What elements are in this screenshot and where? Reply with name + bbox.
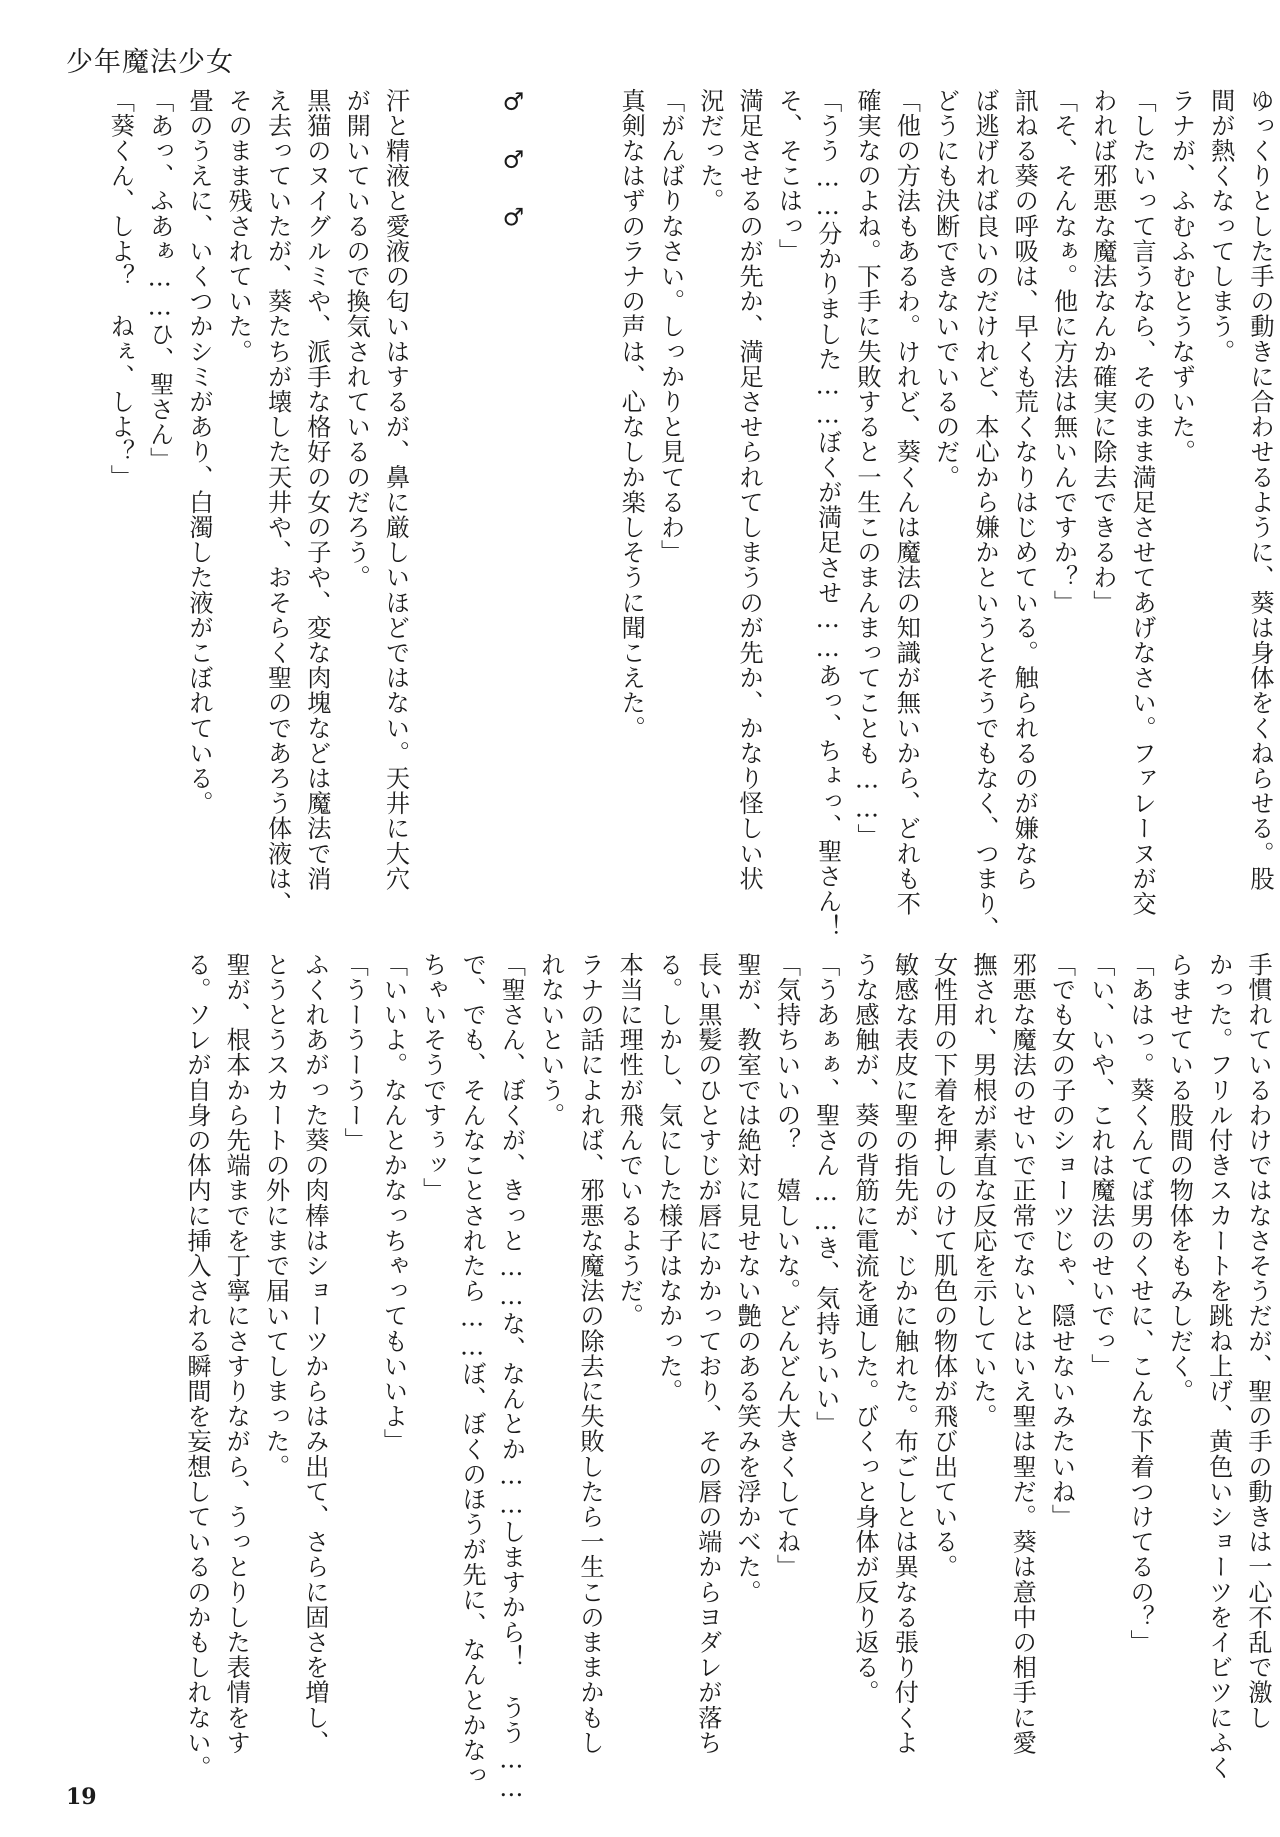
text-line — [414, 88, 453, 848]
text-line: ラナが、ふむふむとうなずいた。 — [1167, 88, 1196, 465]
top-text-block — [94, 88, 1279, 942]
text-line: 況だった。 — [695, 88, 724, 214]
text-line: ば逃げれば良いのだけれど、本心から嫌かというとそうでもなく、つまり、 — [970, 88, 999, 942]
text-line: 真剣なはずのラナの声は、心なしか楽しそうに聞こえた。 — [617, 88, 646, 741]
text-line: 「あっ、ふあぁ……ひ、聖さん」 — [145, 88, 174, 473]
page-number: 19 — [66, 1784, 97, 1810]
text-line: 聖が、根本から先端までを丁寧にさすりながら、うっとりした表情をす — [222, 952, 251, 1756]
text-line: が開いているので換気されているのだろう。 — [342, 88, 371, 590]
text-line: 「うあぁぁ、聖さん……き、気持ちいい」 — [811, 952, 840, 1437]
text-line: 撫され、男根が素直な反応を示していた。 — [968, 952, 997, 1429]
text-line: ♂ ♂ ♂ — [499, 88, 528, 233]
text-line: 「いいよ。なんとかなっちゃってもいいよ」 — [379, 952, 408, 1454]
text-line — [532, 88, 571, 848]
text-line: 「葵くん、しよ？ ねぇ、しよ？」 — [106, 88, 135, 490]
text-line: る。ソレが自身の体内に挿入される瞬間を妄想しているのかもしれない。 — [182, 952, 211, 1781]
text-line: とうとうスカートの外にまで届いてしまった。 — [261, 952, 290, 1480]
text-line: 「あはっ。葵くんてば男のくせに、こんな下着つけてるの？」 — [1126, 952, 1155, 1655]
text-line: 確実なのよね。下手に失敗すると一生このまんまってことも……」 — [853, 88, 882, 849]
text-line: らませている股間の物体をもみしだく。 — [1165, 952, 1194, 1404]
text-line: 「したいって言うなら、そのまま満足させてあげなさい。ファレーヌが交 — [1128, 88, 1157, 917]
text-line: 「がんばりなさい。しっかりと見てるわ」 — [656, 88, 685, 565]
text-line: 「聖さん、ぼくが、きっと……な、なんとか……しますから！ うう…… — [497, 952, 526, 1804]
text-line: ちゃいそうですぅッ」 — [418, 952, 447, 1203]
text-line: 満足させるのが先か、満足させられてしまうのが先か、かなり怪しい状 — [735, 88, 764, 892]
text-line: る。しかし、気にした様子はなかった。 — [654, 952, 683, 1404]
text-line: 「気持ちいいの？ 嬉しいな。どんどん大きくしてね」 — [772, 952, 801, 1580]
text-line: れないという。 — [536, 952, 565, 1128]
text-line: 訊ねる葵の呼吸は、早くも荒くなりはじめている。触られるのが嫌なら — [1010, 88, 1039, 892]
text-line: 敏感な表皮に聖の指先が、じかに触れた。布ごしとは異なる張り付くよ — [890, 952, 919, 1756]
text-line: 畳のうえに、いくつかシミがあり、白濁した液がこぼれている。 — [184, 88, 213, 816]
text-line: 黒猫のヌイグルミや、派手な格好の女の子や、変な肉塊などは魔法で消 — [302, 88, 331, 892]
text-line: 「そ、そんなぁ。他に方法は無いんですか？」 — [1049, 88, 1078, 616]
text-line: 女性用の下着を押しのけて肌色の物体が飛び出ている。 — [929, 952, 958, 1580]
text-line: そ、そこはっ」 — [774, 88, 803, 264]
text-line: ゆっくりとした手の動きに合わせるように、葵は身体をくねらせる。股 — [1246, 88, 1274, 892]
text-line: 「うーうーうー」 — [340, 952, 369, 1153]
text-line: ふくれあがった葵の肉棒はショーツからはみ出て、さらに固さを増し、 — [300, 952, 329, 1756]
text-line: うな感触が、葵の背筋に電流を通した。びくっと身体が反り返る。 — [851, 952, 880, 1705]
text-line: 長い黒髪のひとすじが唇にかかっており、その唇の端からヨダレが落ち — [693, 952, 722, 1756]
text-line: 邪悪な魔法のせいで正常でないとはいえ聖は聖だ。葵は意中の相手に愛 — [1008, 952, 1037, 1756]
text-line — [572, 88, 611, 848]
text-line: どうにも決断できないでいるのだ。 — [931, 88, 960, 490]
text-line: 汗と精液と愛液の匂いはするが、鼻に厳しいほどではない。天井に大穴 — [381, 88, 410, 892]
text-line: 「うう……分かりました……ぼくが満足させ……あっ、ちょっ、聖さん！ — [813, 88, 842, 940]
text-line — [454, 88, 493, 848]
text-line: で、でも、そんなことされたら……ぼ、ぼくのほうが先に、なんとかなっ — [458, 952, 487, 1788]
text-line: 「でも女の子のショーツじゃ、隠せないみたいね」 — [1047, 952, 1076, 1530]
text-line: 本当に理性が飛んでいるようだ。 — [615, 952, 644, 1329]
text-line: 「い、いや、これは魔法のせいでっ」 — [1086, 952, 1115, 1379]
text-line: そのまま残されていた。 — [224, 88, 253, 365]
text-line: ラナの話によれば、邪悪な魔法の除去に失敗したら一生このままかもし — [575, 952, 604, 1756]
text-line: え去っていたが、葵たちが壊した天井や、おそらく聖のであろう体液は、 — [263, 88, 292, 917]
bottom-text-block — [92, 952, 1277, 1804]
text-line: 「他の方法もあるわ。けれど、葵くんは魔法の知識が無いから、どれも不 — [892, 88, 921, 917]
text-line: 手慣れているわけではなさそうだが、聖の手の動きは一心不乱で激し — [1244, 952, 1272, 1731]
text-line: かった。フリル付きスカートを跳ね上げ、黄色いショーツをイビツにふく — [1204, 952, 1233, 1781]
text-line: われば邪悪な魔法なんか確実に除去できるわ」 — [1088, 88, 1117, 616]
text-line: 間が熱くなってしまう。 — [1206, 88, 1235, 365]
text-line: 聖が、教室では絶対に見せない艶のある笑みを浮かべた。 — [733, 952, 762, 1605]
running-header: 少年魔法少女 — [66, 47, 234, 78]
